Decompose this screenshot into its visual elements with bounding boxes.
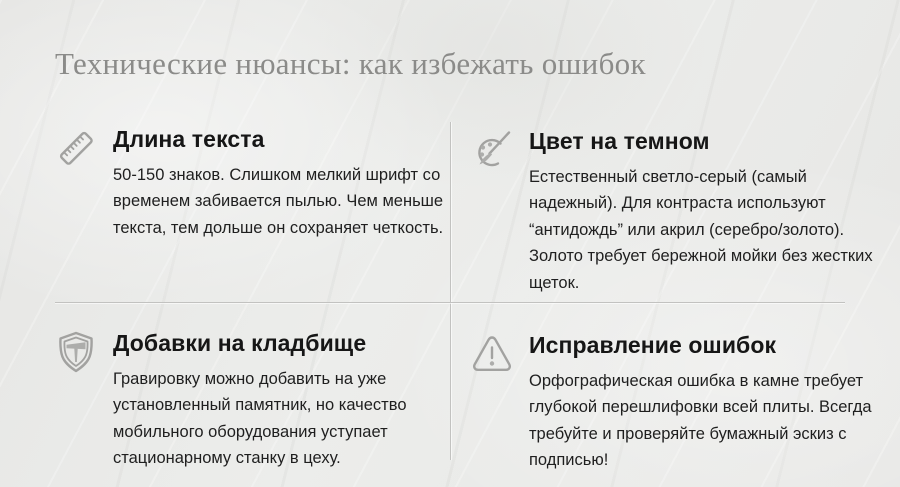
- card-body: Естественный светло-серый (самый надежный). Для контраста используют “антидождь” или акрил (серебро/золото). Золото требует бережной мойки без жестких щеток.: [529, 168, 873, 292]
- warning-triangle-icon: [468, 330, 516, 378]
- card-heading: Добавки на кладбище: [113, 330, 367, 356]
- page-title: Технические нюансы: как избежать ошибок: [55, 46, 646, 81]
- card-heading: Длина текста: [113, 126, 265, 152]
- card-heading: Цвет на темном: [529, 128, 710, 154]
- card-body: Гравировку можно добавить на уже установленный памятник, но качество мобильного оборудования уступает стационарному станку в цеху.: [113, 370, 407, 468]
- card-body: 50-150 знаков. Слишком мелкий шрифт со временем забивается пылью. Чем меньше текста, тем дольше он сохраняет четкость.: [113, 166, 444, 237]
- card-cemetery-additions: [52, 328, 445, 472]
- vertical-divider: [450, 122, 451, 460]
- card-body: Орфографическая ошибка в камне требует глубокой перешлифовки всей плиты. Всегда требуйте и проверяйте бумажный эскиз с подписью!: [529, 372, 872, 470]
- card-color-on-dark: [468, 126, 875, 296]
- shield-hammer-icon: [52, 328, 100, 376]
- card-error-correction: [468, 330, 881, 474]
- card-text-length: [52, 124, 445, 241]
- palette-brush-icon: [468, 126, 516, 174]
- horizontal-divider: [55, 302, 845, 303]
- ruler-icon: [52, 124, 100, 172]
- card-heading: Исправление ошибок: [529, 332, 777, 358]
